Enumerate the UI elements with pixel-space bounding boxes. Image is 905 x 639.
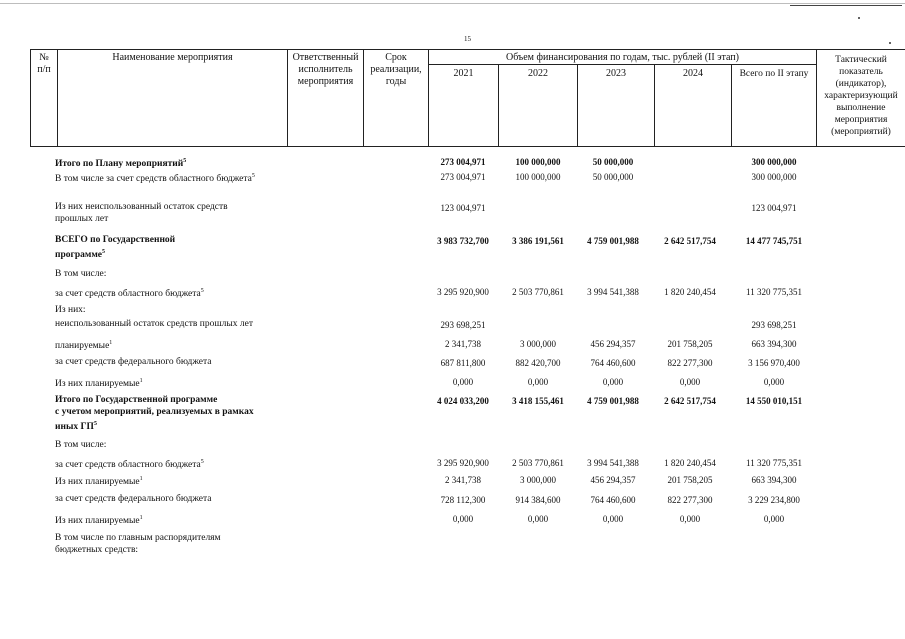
header-indicator: Тактический показатель (индикатор), характеризующий выполнение мероприятия (мероприятий) bbox=[817, 50, 905, 147]
row-label-line bbox=[55, 213, 228, 225]
value-cell: 2 503 770,861 bbox=[512, 458, 564, 468]
row-label bbox=[55, 337, 112, 352]
value-cell: 3 983 732,700 bbox=[437, 236, 489, 246]
value-cell: 663 394,300 bbox=[751, 475, 797, 485]
row-label bbox=[55, 304, 86, 316]
row-label bbox=[55, 456, 204, 471]
row-label-text: за счет средств федерального бюджета bbox=[55, 357, 212, 367]
top-rule-right bbox=[790, 5, 902, 6]
value-cell: 300 000,000 bbox=[751, 172, 797, 182]
value-cell: 123 004,971 bbox=[440, 203, 486, 213]
row-label bbox=[55, 268, 106, 280]
row-label-line bbox=[55, 375, 143, 390]
row-label-text: В том числе: bbox=[55, 269, 107, 279]
value-cell: 2 503 770,861 bbox=[512, 287, 564, 297]
row-label-line bbox=[55, 493, 211, 505]
row-label-line bbox=[55, 304, 86, 316]
value-cell: 4 759 001,988 bbox=[587, 396, 639, 406]
row-label bbox=[55, 493, 211, 505]
value-cell: 4 024 033,200 bbox=[437, 396, 489, 406]
header-year-2024: 2024 bbox=[655, 65, 732, 147]
value-cell: 2 642 517,754 bbox=[664, 396, 716, 406]
value-cell: 50 000,000 bbox=[592, 157, 634, 167]
footnote-marker: 1 bbox=[109, 340, 113, 346]
row-label bbox=[55, 285, 204, 300]
row-label-line bbox=[55, 318, 253, 330]
row-label-text: ВСЕГО по Государственной bbox=[55, 235, 176, 245]
value-cell: 3 229 234,800 bbox=[748, 495, 800, 505]
value-cell: 0,000 bbox=[763, 377, 785, 387]
row-label bbox=[55, 155, 186, 170]
value-cell: 3 000,000 bbox=[520, 475, 556, 485]
value-cell: 663 394,300 bbox=[751, 339, 797, 349]
value-cell: 201 758,205 bbox=[667, 475, 713, 485]
value-cell: 3 994 541,388 bbox=[587, 287, 639, 297]
row-label-text: за счет средств федерального бюджета bbox=[55, 494, 212, 504]
value-cell: 201 758,205 bbox=[667, 339, 713, 349]
row-label-text: прошлых лет bbox=[55, 214, 109, 224]
value-cell: 3 994 541,388 bbox=[587, 458, 639, 468]
row-label-line bbox=[55, 246, 175, 261]
row-label bbox=[55, 375, 143, 390]
row-label-text: программе bbox=[55, 250, 103, 261]
row-label-line bbox=[55, 532, 221, 544]
row-label-text: с учетом мероприятий, реализуемых в рамках bbox=[55, 407, 254, 417]
footnote-marker: 5 bbox=[251, 173, 255, 179]
row-label-line bbox=[55, 418, 254, 433]
row-label-text: Из них неиспользованный остаток средств bbox=[55, 202, 228, 212]
row-label-text: иных ГП bbox=[55, 422, 94, 433]
row-label-text: за счет средств областного бюджета bbox=[55, 460, 201, 471]
value-cell: 0,000 bbox=[527, 377, 549, 387]
value-cell: 882 420,700 bbox=[515, 358, 561, 368]
row-label-line bbox=[55, 512, 143, 527]
row-label-text: Из них: bbox=[55, 305, 86, 315]
value-cell: 3 000,000 bbox=[520, 339, 556, 349]
value-cell: 100 000,000 bbox=[515, 172, 561, 182]
value-cell: 3 295 920,900 bbox=[437, 287, 489, 297]
scan-speck bbox=[889, 42, 891, 44]
value-cell: 2 341,738 bbox=[445, 339, 481, 349]
row-label-line bbox=[55, 394, 254, 406]
value-cell: 914 384,600 bbox=[515, 495, 561, 505]
row-label-line bbox=[55, 439, 106, 451]
footnote-marker: 5 bbox=[93, 421, 97, 427]
header-year-2023: 2023 bbox=[578, 65, 655, 147]
value-cell: 687 811,800 bbox=[440, 358, 486, 368]
page-number: 15 bbox=[464, 35, 471, 43]
row-label-text: за счет средств областного бюджета bbox=[55, 289, 201, 300]
row-label bbox=[55, 394, 254, 433]
row-label-text: планируемые bbox=[55, 341, 110, 352]
row-label bbox=[55, 512, 143, 527]
value-cell: 293 698,251 bbox=[751, 320, 797, 330]
value-cell: 11 320 775,351 bbox=[746, 458, 802, 468]
header-responsible: Ответственный исполнитель мероприятия bbox=[288, 50, 364, 147]
value-cell: 0,000 bbox=[679, 377, 701, 387]
value-cell: 0,000 bbox=[602, 377, 624, 387]
footnote-marker: 5 bbox=[200, 288, 204, 294]
value-cell: 0,000 bbox=[602, 514, 624, 524]
value-cell: 3 295 920,900 bbox=[437, 458, 489, 468]
footnote-marker: 5 bbox=[102, 249, 106, 255]
row-label-line bbox=[55, 155, 186, 170]
row-label-line bbox=[55, 356, 211, 368]
footnote-marker: 1 bbox=[139, 378, 143, 384]
row-label-text: бюджетных средств: bbox=[55, 545, 139, 555]
value-cell: 2 642 517,754 bbox=[664, 236, 716, 246]
value-cell: 456 294,357 bbox=[590, 339, 636, 349]
value-cell: 0,000 bbox=[452, 514, 474, 524]
row-label bbox=[55, 234, 175, 261]
row-label-line bbox=[55, 473, 143, 488]
value-cell: 2 341,738 bbox=[445, 475, 481, 485]
header-term: Срок реализации, годы bbox=[364, 50, 429, 147]
value-cell: 728 112,300 bbox=[440, 495, 486, 505]
row-label-line bbox=[55, 268, 106, 280]
value-cell: 123 004,971 bbox=[751, 203, 797, 213]
row-label-text: неиспользованный остаток средств прошлых лет bbox=[55, 319, 254, 329]
header-name: Наименование мероприятия bbox=[58, 50, 288, 147]
row-label bbox=[55, 356, 211, 368]
row-label-text: Из них планируемые bbox=[55, 477, 140, 488]
row-label-line bbox=[55, 170, 255, 185]
row-label-line bbox=[55, 406, 254, 418]
value-cell: 100 000,000 bbox=[515, 157, 561, 167]
value-cell: 14 550 010,151 bbox=[745, 396, 803, 406]
row-label-text: Итого по Государственной программе bbox=[55, 395, 218, 405]
value-cell: 3 156 970,400 bbox=[748, 358, 800, 368]
header-year-2022: 2022 bbox=[499, 65, 578, 147]
value-cell: 4 759 001,988 bbox=[587, 236, 639, 246]
row-label-line bbox=[55, 234, 175, 246]
value-cell: 1 820 240,454 bbox=[664, 458, 716, 468]
value-cell: 822 277,300 bbox=[667, 358, 713, 368]
value-cell: 1 820 240,454 bbox=[664, 287, 716, 297]
row-label bbox=[55, 170, 255, 185]
row-label bbox=[55, 318, 253, 330]
footnote-marker: 5 bbox=[200, 459, 204, 465]
row-label-line bbox=[55, 544, 221, 556]
value-cell: 14 477 745,751 bbox=[745, 236, 803, 246]
table-header bbox=[30, 49, 905, 147]
row-label bbox=[55, 532, 221, 556]
value-cell: 3 386 191,561 bbox=[512, 236, 564, 246]
row-label-line bbox=[55, 456, 204, 471]
row-label-text: Итого по Плану мероприятий bbox=[55, 159, 184, 170]
value-cell: 3 418 155,461 bbox=[512, 396, 564, 406]
row-label bbox=[55, 473, 143, 488]
value-cell: 764 460,600 bbox=[590, 495, 636, 505]
value-cell: 764 460,600 bbox=[590, 358, 636, 368]
value-cell: 0,000 bbox=[452, 377, 474, 387]
row-label-text: Из них планируемые bbox=[55, 379, 140, 390]
value-cell: 0,000 bbox=[679, 514, 701, 524]
row-label-line bbox=[55, 337, 112, 352]
footnote-marker: 5 bbox=[183, 158, 187, 164]
row-label-text: В том числе: bbox=[55, 440, 107, 450]
value-cell: 50 000,000 bbox=[592, 172, 634, 182]
header-no: № п/п bbox=[31, 50, 58, 147]
value-cell: 0,000 bbox=[763, 514, 785, 524]
scan-speck bbox=[858, 17, 860, 19]
row-label-text: В том числе по главным распорядителям bbox=[55, 533, 221, 543]
value-cell: 11 320 775,351 bbox=[746, 287, 802, 297]
row-label bbox=[55, 201, 228, 225]
value-cell: 293 698,251 bbox=[440, 320, 486, 330]
row-label-text: Из них планируемые bbox=[55, 516, 140, 527]
top-rule bbox=[0, 3, 905, 4]
row-label bbox=[55, 439, 106, 451]
footnote-marker: 1 bbox=[139, 476, 143, 482]
value-cell: 822 277,300 bbox=[667, 495, 713, 505]
header-total: Всего по II этапу bbox=[732, 65, 817, 147]
footnote-marker: 1 bbox=[139, 515, 143, 521]
header-funding-group: Объем финансирования по годам, тыс. рублей (II этап) bbox=[429, 50, 817, 65]
row-label-line bbox=[55, 201, 228, 213]
value-cell: 456 294,357 bbox=[590, 475, 636, 485]
row-label-line bbox=[55, 285, 204, 300]
value-cell: 300 000,000 bbox=[751, 157, 797, 167]
value-cell: 273 004,971 bbox=[440, 157, 486, 167]
value-cell: 273 004,971 bbox=[440, 172, 486, 182]
header-year-2021: 2021 bbox=[429, 65, 499, 147]
value-cell: 0,000 bbox=[527, 514, 549, 524]
row-label-text: В том числе за счет средств областного бюджета bbox=[55, 174, 252, 185]
